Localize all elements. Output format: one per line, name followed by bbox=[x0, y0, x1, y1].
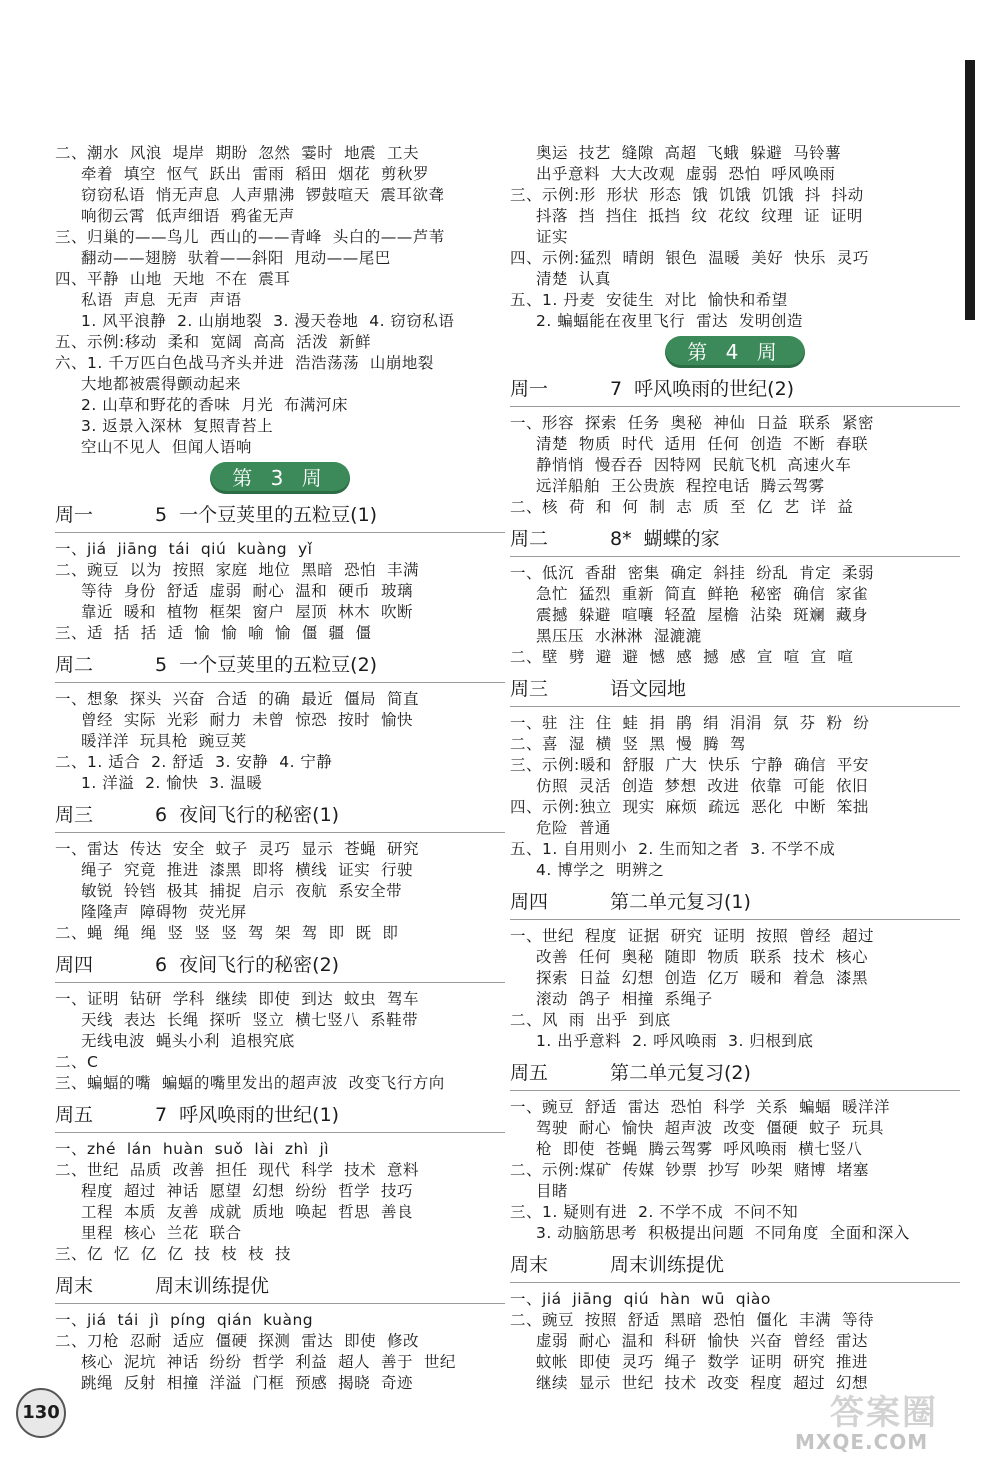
section-divider bbox=[510, 1282, 960, 1283]
answer-line: 一、证明 钻研 学科 继续 即使 到达 蚊虫 驾车 bbox=[55, 990, 419, 1008]
answer-line: 私语 声息 无声 声语 bbox=[81, 291, 242, 309]
section-title: 7 呼风唤雨的世纪(2) bbox=[610, 378, 795, 400]
section-title: 6 夜间飞行的秘密(1) bbox=[155, 804, 340, 826]
answer-line: 大地都被震得颤动起来 bbox=[81, 375, 242, 393]
answer-line: 六、1. 千万匹白色战马齐头并进 浩浩荡荡 山崩地裂 bbox=[55, 354, 434, 372]
section-heading bbox=[55, 650, 505, 680]
answer-line: 二、蝇 绳 绳 竖 竖 竖 驾 架 驾 即 既 即 bbox=[55, 924, 399, 942]
answer-line: 急忙 猛烈 重新 简直 鲜艳 秘密 确信 家雀 bbox=[536, 585, 868, 603]
section-day: 周一 bbox=[510, 378, 549, 400]
answer-line: 三、示例:形 形状 形态 饿 饥饿 饥饿 抖 抖动 bbox=[510, 186, 864, 204]
section-day: 周一 bbox=[55, 504, 94, 526]
answer-line: 一、形容 探索 任务 奥秘 神仙 日益 联系 紧密 bbox=[510, 414, 874, 432]
answer-line: 天线 表达 长绳 探听 竖立 横七竖八 系鞋带 bbox=[81, 1011, 419, 1029]
answer-line: 震撼 躲避 喧嚷 轻盈 屋檐 沾染 斑斓 藏身 bbox=[536, 606, 868, 624]
answer-line: 二、壁 劈 避 避 憾 感 撼 感 宣 喧 宣 喧 bbox=[510, 648, 854, 666]
section-divider bbox=[55, 1303, 505, 1304]
answer-line: 二、豌豆 以为 按照 家庭 地位 黑暗 恐怕 丰满 bbox=[55, 561, 419, 579]
answer-line: 二、C bbox=[55, 1053, 99, 1071]
section-title: 5 一个豆荚里的五粒豆(1) bbox=[155, 504, 378, 526]
section-title: 6 夜间飞行的秘密(2) bbox=[155, 954, 340, 976]
answer-line: 里程 核心 兰花 联合 bbox=[81, 1224, 242, 1242]
answer-line: 三、蝙蝠的嘴 蝙蝠的嘴里发出的超声波 改变飞行方向 bbox=[55, 1074, 445, 1092]
answer-line: 一、jiá tái jì píng qián kuàng bbox=[55, 1311, 314, 1329]
answer-line: 四、平静 山地 天地 不在 震耳 bbox=[55, 270, 291, 288]
section-divider bbox=[510, 919, 960, 920]
answer-line: 3. 返景入深林 复照青苔上 bbox=[81, 417, 274, 435]
answer-line: 一、jiá jiāng qiú hàn wū qiào bbox=[510, 1290, 771, 1308]
answer-line: 目睹 bbox=[536, 1182, 569, 1200]
page-spine-edge bbox=[965, 60, 975, 320]
answer-line: 隆隆声 障碍物 荧光屏 bbox=[81, 903, 247, 921]
answer-line: 远洋船舶 王公贵族 程控电话 腾云驾雾 bbox=[536, 477, 825, 495]
section-heading bbox=[55, 500, 505, 530]
watermark-site: MXQE.COM bbox=[795, 1430, 929, 1454]
section-day: 周三 bbox=[510, 678, 549, 700]
answer-line: 蚊帐 即使 灵巧 绳子 数学 证明 研究 推进 bbox=[536, 1353, 868, 1371]
answer-line: 4. 博学之 明辨之 bbox=[536, 861, 665, 879]
answer-line: 绳子 究竟 推进 漆黑 即将 横线 证实 行驶 bbox=[81, 861, 413, 879]
section-heading bbox=[55, 1271, 505, 1301]
answer-line: 改善 任何 奥秘 随即 物质 联系 技术 核心 bbox=[536, 948, 868, 966]
answer-line: 二、豌豆 按照 舒适 黑暗 恐怕 僵化 丰满 等待 bbox=[510, 1311, 874, 1329]
week-banner: 第 4 周 bbox=[665, 336, 805, 368]
answer-line: 一、想象 探头 兴奋 合适 的确 最近 僵局 简直 bbox=[55, 690, 419, 708]
answer-line: 2. 蝙蝠能在夜里飞行 雷达 发明创造 bbox=[536, 312, 803, 330]
section-heading bbox=[510, 524, 960, 554]
answer-line: 靠近 暖和 植物 框架 窗户 屋顶 林木 吹断 bbox=[81, 603, 413, 621]
section-title: 语文园地 bbox=[610, 678, 687, 700]
answer-line: 继续 显示 世纪 技术 改变 程度 超过 幻想 bbox=[536, 1374, 868, 1392]
answer-line: 二、刀枪 忍耐 适应 僵硬 探测 雷达 即使 修改 bbox=[55, 1332, 419, 1350]
answer-line: 无线电波 蝇头小利 追根究底 bbox=[81, 1032, 295, 1050]
answer-line: 窃窃私语 悄无声息 人声鼎沸 锣鼓喧天 震耳欲聋 bbox=[81, 186, 445, 204]
answer-line: 三、示例:暖和 舒服 广大 快乐 宁静 确信 平安 bbox=[510, 756, 869, 774]
answer-line: 证实 bbox=[536, 228, 569, 246]
answer-line: 仿照 灵活 创造 梦想 改进 依靠 可能 依旧 bbox=[536, 777, 868, 795]
section-day: 周五 bbox=[55, 1104, 94, 1126]
answer-line: 一、jiá jiāng tái qiú kuàng yǐ bbox=[55, 540, 313, 558]
answer-line: 二、世纪 品质 改善 担任 现代 科学 技术 意料 bbox=[55, 1161, 419, 1179]
answer-line: 驾驶 耐心 愉快 超声波 改变 僵硬 蚊子 玩具 bbox=[536, 1119, 884, 1137]
answer-line: 跳绳 反射 相撞 洋溢 门框 预感 揭晓 奇迹 bbox=[81, 1374, 413, 1392]
answer-line: 四、示例:猛烈 晴朗 银色 温暖 美好 快乐 灵巧 bbox=[510, 249, 869, 267]
section-day: 周二 bbox=[55, 654, 94, 676]
answer-line: 响彻云霄 低声细语 鸦雀无声 bbox=[81, 207, 295, 225]
answer-line: 静悄悄 慢吞吞 因特网 民航飞机 高速火车 bbox=[536, 456, 852, 474]
answer-line: 五、1. 自用则小 2. 生而知之者 3. 不学不成 bbox=[510, 840, 836, 858]
page-number-badge: 130 bbox=[16, 1388, 66, 1438]
answer-line: 牵着 填空 怄气 跃出 雷雨 稻田 烟花 剪秋罗 bbox=[81, 165, 429, 183]
section-heading bbox=[510, 1058, 960, 1088]
answer-line: 三、亿 忆 亿 亿 技 枝 枝 技 bbox=[55, 1245, 291, 1263]
answer-line: 3. 动脑筋思考 积极提出问题 不同角度 全面和深入 bbox=[536, 1224, 910, 1242]
answer-line: 工程 本质 友善 成就 质地 唤起 哲思 善良 bbox=[81, 1203, 413, 1221]
answer-line: 暖洋洋 玩具枪 豌豆荚 bbox=[81, 732, 247, 750]
section-title: 7 呼风唤雨的世纪(1) bbox=[155, 1104, 340, 1126]
answer-line: 一、驻 注 住 蛙 捐 鹃 绢 涓涓 氛 芬 粉 纷 bbox=[510, 714, 870, 732]
answer-line: 1. 洋溢 2. 愉快 3. 温暖 bbox=[81, 774, 263, 792]
answer-line: 二、核 荷 和 何 制 志 质 至 亿 艺 详 益 bbox=[510, 498, 854, 516]
answer-line: 枪 即使 苍蝇 腾云驾雾 呼风唤雨 横七竖八 bbox=[536, 1140, 863, 1158]
section-day: 周五 bbox=[510, 1062, 549, 1084]
answer-line: 五、示例:移动 柔和 宽阔 高高 活泼 新鲜 bbox=[55, 333, 371, 351]
section-divider bbox=[510, 556, 960, 557]
section-divider bbox=[510, 1090, 960, 1091]
section-heading bbox=[55, 800, 505, 830]
section-heading bbox=[510, 374, 960, 404]
answer-line: 程度 超过 神话 愿望 幻想 纷纷 哲学 技巧 bbox=[81, 1182, 413, 1200]
section-title: 8* 蝴蝶的家 bbox=[610, 528, 720, 550]
answer-line: 二、示例:煤矿 传媒 钞票 抄写 吵架 赌博 堵塞 bbox=[510, 1161, 869, 1179]
section-divider bbox=[55, 832, 505, 833]
week-banner: 第 3 周 bbox=[210, 462, 350, 494]
section-day: 周末 bbox=[55, 1275, 94, 1297]
right-column bbox=[510, 143, 960, 1394]
section-divider bbox=[55, 1132, 505, 1133]
section-heading bbox=[55, 1100, 505, 1130]
answer-line: 五、1. 丹麦 安徒生 对比 愉快和希望 bbox=[510, 291, 788, 309]
section-title: 第二单元复习(1) bbox=[610, 891, 751, 913]
answer-line: 三、归巢的——鸟儿 西山的——青峰 头白的——芦苇 bbox=[55, 228, 445, 246]
answer-line: 2. 山草和野花的香味 月光 布满河床 bbox=[81, 396, 348, 414]
section-heading bbox=[510, 674, 960, 704]
answer-line: 曾经 实际 光彩 耐力 未曾 惊恐 按时 愉快 bbox=[81, 711, 413, 729]
section-divider bbox=[55, 532, 505, 533]
section-title: 周末训练提优 bbox=[155, 1275, 270, 1297]
answer-line: 一、zhé lán huàn suǒ lài zhì jì bbox=[55, 1140, 330, 1158]
section-day: 周三 bbox=[55, 804, 94, 826]
answer-line: 黑压压 水淋淋 湿漉漉 bbox=[536, 627, 702, 645]
section-heading bbox=[55, 950, 505, 980]
watermark-logo: 答案圈 bbox=[830, 1393, 938, 1433]
left-column bbox=[55, 143, 505, 1394]
answer-line: 清楚 物质 时代 适用 任何 创造 不断 春联 bbox=[536, 435, 868, 453]
answer-line: 清楚 认真 bbox=[536, 270, 611, 288]
answer-line: 二、风 雨 出乎 到底 bbox=[510, 1011, 671, 1029]
answer-line: 虚弱 耐心 温和 科研 愉快 兴奋 曾经 雷达 bbox=[536, 1332, 868, 1350]
answer-line: 敏锐 铃铛 极其 捕捉 启示 夜航 系安全带 bbox=[81, 882, 403, 900]
section-heading bbox=[510, 1250, 960, 1280]
answer-line: 1. 风平浪静 2. 山崩地裂 3. 漫天卷地 4. 窃窃私语 bbox=[81, 312, 455, 330]
answer-line: 二、喜 湿 横 竖 黑 慢 腾 驾 bbox=[510, 735, 746, 753]
section-title: 第二单元复习(2) bbox=[610, 1062, 751, 1084]
section-title: 5 一个豆荚里的五粒豆(2) bbox=[155, 654, 378, 676]
answer-line: 二、潮水 风浪 堤岸 期盼 忽然 霎时 地震 工夫 bbox=[55, 144, 419, 162]
answer-line: 一、雷达 传达 安全 蚊子 灵巧 显示 苍蝇 研究 bbox=[55, 840, 419, 858]
answer-line: 奥运 技艺 缝隙 高超 飞蛾 躲避 马铃薯 bbox=[536, 144, 842, 162]
section-day: 周二 bbox=[510, 528, 549, 550]
answer-line: 出乎意料 大大改观 虚弱 恐怕 呼风唤雨 bbox=[536, 165, 836, 183]
answer-line: 等待 身份 舒适 虚弱 耐心 温和 硬币 玻璃 bbox=[81, 582, 413, 600]
answer-line: 二、1. 适合 2. 舒适 3. 安静 4. 宁静 bbox=[55, 753, 333, 771]
answer-line: 核心 泥坑 神话 纷纷 哲学 利益 超人 善于 世纪 bbox=[81, 1353, 456, 1371]
answer-line: 三、1. 疑则有进 2. 不学不成 不问不知 bbox=[510, 1203, 799, 1221]
section-title: 周末训练提优 bbox=[610, 1254, 725, 1276]
answer-line: 危险 普通 bbox=[536, 819, 611, 837]
answer-line: 翻动——翅膀 驮着——斜阳 甩动——尾巴 bbox=[81, 249, 391, 267]
answer-line: 探索 日益 幻想 创造 亿万 暖和 着急 漆黑 bbox=[536, 969, 868, 987]
answer-line: 一、低沉 香甜 密集 确定 斜挂 纷乱 肯定 柔弱 bbox=[510, 564, 874, 582]
section-day: 周四 bbox=[510, 891, 549, 913]
section-divider bbox=[55, 682, 505, 683]
section-day: 周四 bbox=[55, 954, 94, 976]
answer-line: 一、世纪 程度 证据 研究 证明 按照 曾经 超过 bbox=[510, 927, 874, 945]
section-heading bbox=[510, 887, 960, 917]
section-day: 周末 bbox=[510, 1254, 549, 1276]
section-divider bbox=[510, 406, 960, 407]
section-divider bbox=[510, 706, 960, 707]
answer-line: 1. 出乎意料 2. 呼风唤雨 3. 归根到底 bbox=[536, 1032, 814, 1050]
section-divider bbox=[55, 982, 505, 983]
answer-line: 抖落 挡 挡住 抵挡 纹 花纹 纹理 证 证明 bbox=[536, 207, 863, 225]
answer-line: 一、豌豆 舒适 雷达 恐怕 科学 关系 蝙蝠 暖洋洋 bbox=[510, 1098, 890, 1116]
answer-line: 滚动 鸽子 相撞 系绳子 bbox=[536, 990, 713, 1008]
answer-line: 三、适 括 括 适 愉 愉 喻 愉 僵 疆 僵 bbox=[55, 624, 372, 642]
answer-line: 四、示例:独立 现实 麻烦 疏远 恶化 中断 笨拙 bbox=[510, 798, 869, 816]
answer-line: 空山不见人 但闻人语响 bbox=[81, 438, 252, 456]
